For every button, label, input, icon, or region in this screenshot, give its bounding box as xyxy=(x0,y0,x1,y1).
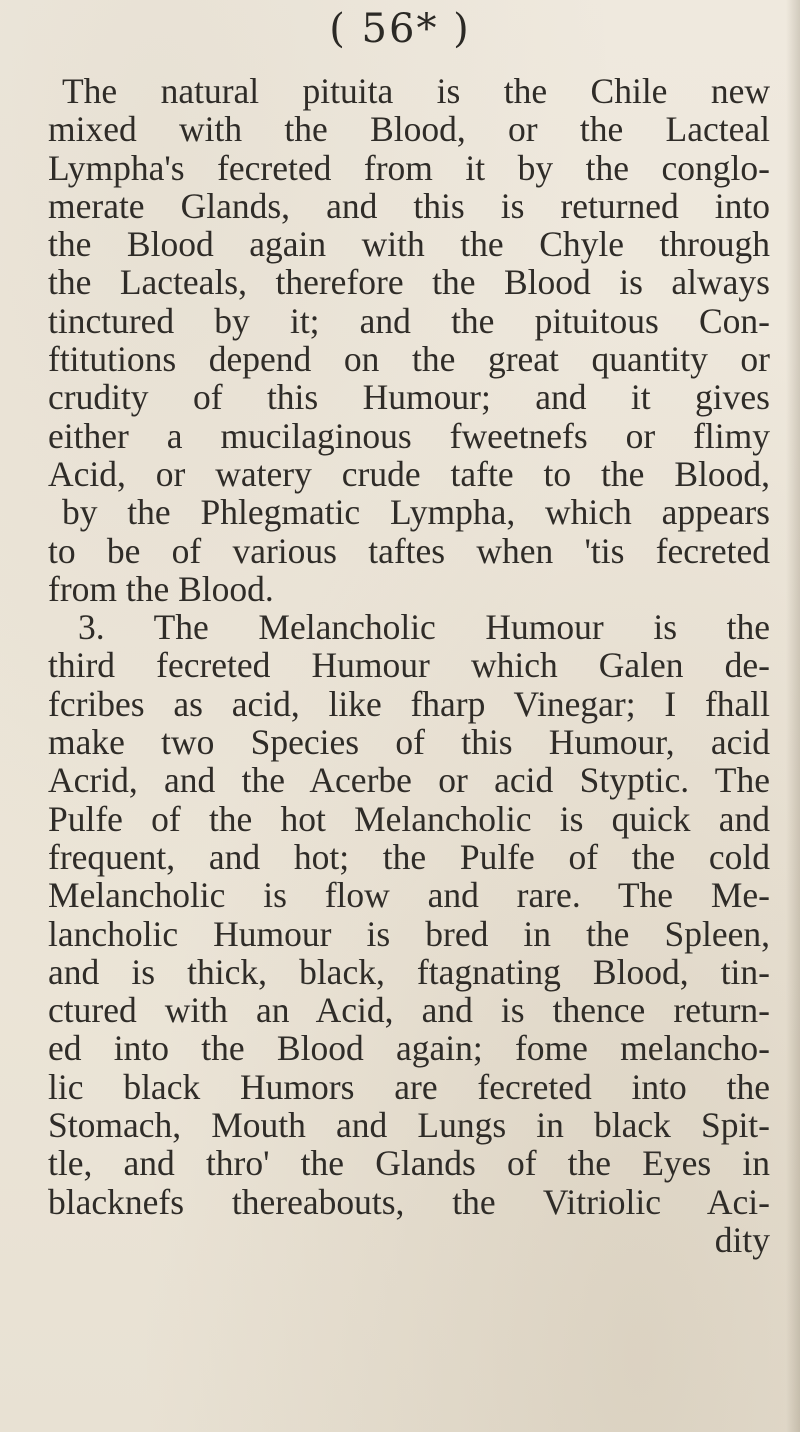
text-line: the Lacteals, therefore the Blood is always xyxy=(48,262,770,303)
text-line: blacknefs thereabouts, the Vitriolic Aci- xyxy=(48,1181,770,1222)
text-line: lic black Humors are fecreted into the xyxy=(48,1066,770,1107)
text-line: either a mucilaginous fweetnefs or flimy xyxy=(48,415,770,456)
text-line: Acid, or watery crude tafte to the Blood, xyxy=(48,453,770,494)
text-line: third fecreted Humour which Galen de- xyxy=(48,645,770,686)
text-line: from the Blood. xyxy=(48,568,274,609)
text-line: lancholic Humour is bred in the Spleen, xyxy=(48,913,770,954)
text-line: ftitutions depend on the great quantity or xyxy=(48,339,770,380)
text-line: 3. The Melancholic Humour is the xyxy=(78,607,770,648)
text-line: ed into the Blood again; fome melancho- xyxy=(48,1028,770,1069)
text-line: by the Phlegmatic Lympha, which appears xyxy=(62,492,770,533)
page-number-header: ( 56* ) xyxy=(329,6,471,52)
text-line: mixed with the Blood, or the Lacteal xyxy=(48,109,770,150)
text-line: and is thick, black, ftagnating Blood, tin- xyxy=(48,951,770,992)
text-line: frequent, and hot; the Pulfe of the cold xyxy=(48,836,770,877)
catchword: dity xyxy=(714,1219,770,1260)
text-line: the Blood again with the Chyle through xyxy=(48,224,770,265)
text-line: fcribes as acid, like fharp Vinegar; I fhall xyxy=(48,683,770,724)
text-line: Acrid, and the Acerbe or acid Styptic. The xyxy=(48,760,770,801)
page-edge-shadow xyxy=(786,0,800,1432)
text-line: merate Glands, and this is returned into xyxy=(48,185,770,226)
text-line: tinctured by it; and the pituitous Con- xyxy=(48,300,770,341)
text-line: tle, and thro' the Glands of the Eyes in xyxy=(48,1143,770,1184)
body-text xyxy=(48,72,770,1259)
text-line: Pulfe of the hot Melancholic is quick and xyxy=(48,798,770,839)
text-line: Melancholic is flow and rare. The Me- xyxy=(48,875,770,916)
text-line: crudity of this Humour; and it gives xyxy=(48,377,770,418)
text-line: make two Species of this Humour, acid xyxy=(48,722,770,763)
text-line: ctured with an Acid, and is thence return- xyxy=(48,990,770,1031)
text-line: The natural pituita is the Chile new xyxy=(62,71,770,111)
text-line: Stomach, Mouth and Lungs in black Spit- xyxy=(48,1105,770,1146)
text-line: Lympha's fecreted from it by the conglo- xyxy=(48,147,770,188)
text-line: to be of various taftes when 'tis fecreted xyxy=(48,530,770,571)
